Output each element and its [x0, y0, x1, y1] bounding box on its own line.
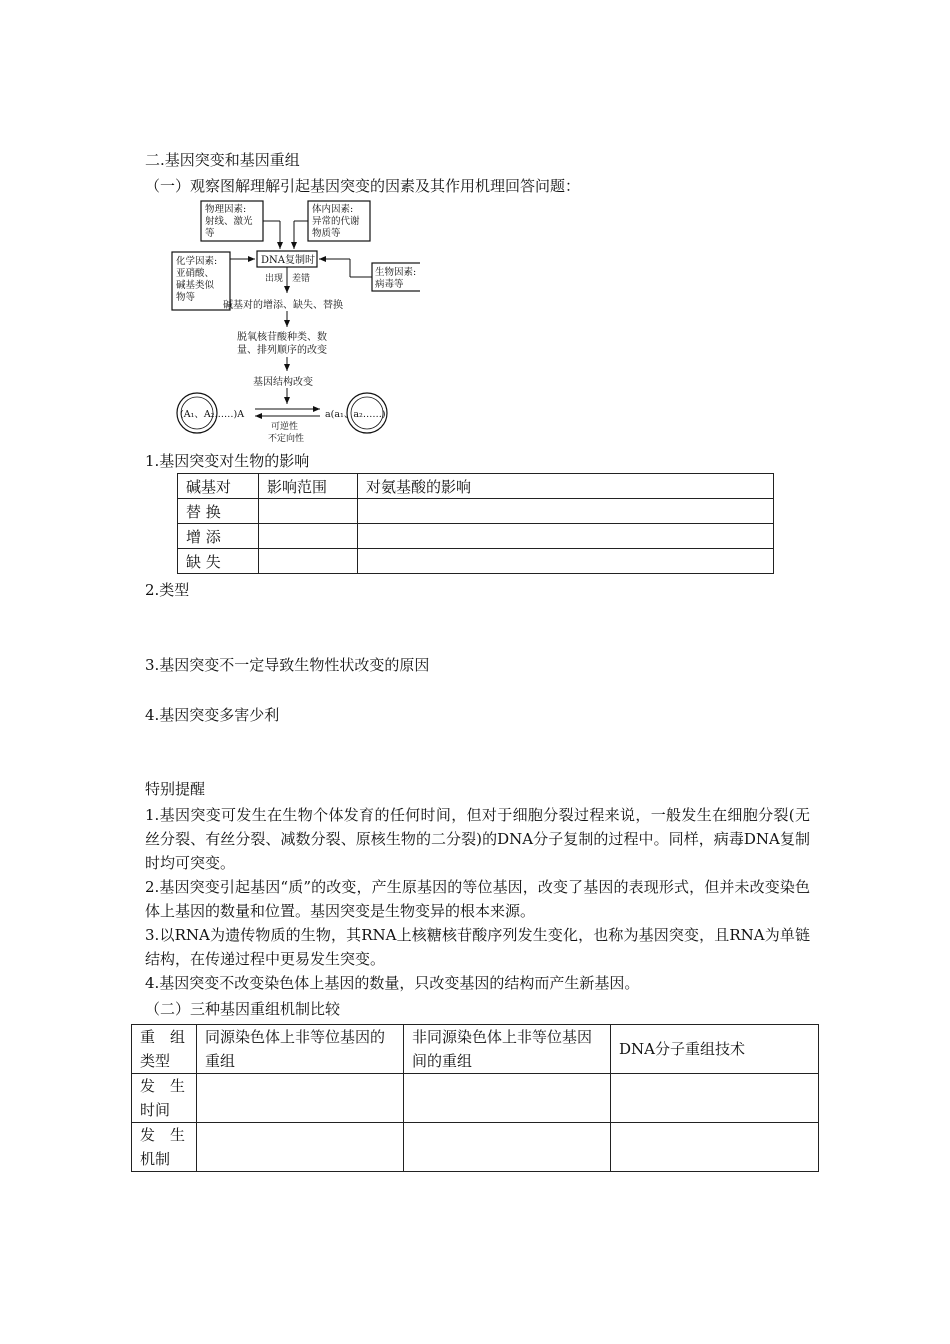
reminder-paragraph-4: 4.基因突变不改变染色体上基因的数量，只改变基因的结构而产生新基因。 [145, 974, 640, 992]
step-base-pair-change: 碱基对的增添、缺失、替换 [223, 300, 343, 311]
row-label-insertion: 增 添 [178, 524, 259, 549]
table-cell [358, 549, 774, 574]
table-cell [404, 1074, 611, 1123]
reminder-paragraph-2: 2.基因突变引起基因“质”的改变，产生原基因的等位基因，改变了基因的表现形式，但并未改变染色体上基因的数量和位置。基因突变是生物变异的根本来源。 [145, 878, 810, 920]
table-row [132, 1123, 819, 1172]
section-title: 二.基因突变和基因重组 [145, 151, 300, 169]
subsection-heading-2: （二）三种基因重组机制比较 [145, 1000, 341, 1018]
table-cell [259, 549, 358, 574]
table-row [132, 1074, 819, 1123]
chemical-factor-title: 化学因素: [176, 256, 218, 267]
header-recombination-type: 重 组类型 [132, 1025, 197, 1074]
dna-replication-label: DNA复制时 [261, 255, 315, 266]
header-homologous: 同源染色体上非等位基因的重组 [197, 1025, 404, 1074]
table-cell [404, 1123, 611, 1172]
biological-factor-title: 生物因素: [375, 267, 417, 278]
right-allele-label: a(a₁、a₂……) [325, 409, 386, 420]
step-nucleotide-change-1: 脱氧核苷酸种类、数 [237, 332, 327, 343]
biological-factor-box [372, 263, 420, 291]
row-label-occurrence-time: 发 生时间 [132, 1074, 197, 1123]
reminder-paragraph-3: 3.以RNA为遗传物质的生物，其RNA上核糖核苷酸序列发生变化，也称为基因突变，且RNA为单链结构，在传递过程中更易发生突变。 [145, 926, 810, 968]
table-row [178, 524, 774, 549]
recombination-comparison-table [131, 1024, 819, 1172]
table-row [178, 549, 774, 574]
non-directionality-label: 不定向性 [268, 434, 305, 444]
error-label: 差错 [292, 274, 311, 284]
chemical-factor-line2: 亚硝酸、 [176, 268, 215, 279]
row-label-deletion: 缺 失 [178, 549, 259, 574]
physical-factor-line2: 射线、激光 [205, 216, 253, 227]
internal-factor-line3: 物质等 [312, 228, 341, 239]
header-base-pair: 碱基对 [178, 474, 259, 499]
table-cell [358, 524, 774, 549]
header-scope: 影响范围 [259, 474, 358, 499]
chemical-factor-box [172, 252, 230, 310]
table-cell [197, 1123, 404, 1172]
header-non-homologous: 非同源染色体上非等位基因间的重组 [404, 1025, 611, 1074]
chemical-factor-line4: 物等 [176, 292, 196, 303]
table-cell [358, 499, 774, 524]
reversibility-label: 可逆性 [271, 422, 299, 432]
step-nucleotide-change-2: 量、排列顺序的改变 [237, 345, 327, 356]
item-3-heading: 3.基因突变不一定导致生物性状改变的原因 [145, 656, 430, 674]
step-gene-structure-change: 基因结构改变 [253, 377, 313, 388]
physical-factor-line3: 等 [205, 228, 215, 239]
table-cell [611, 1123, 819, 1172]
table-row [178, 499, 774, 524]
mutation-factors-diagram [170, 196, 420, 446]
subsection-heading-1: （一）观察图解理解引起基因突变的因素及其作用机理回答问题： [145, 177, 581, 195]
internal-factor-line2: 异常的代谢 [312, 216, 360, 227]
row-label-substitution: 替 换 [178, 499, 259, 524]
chemical-factor-line3: 碱基类似 [176, 280, 215, 291]
appear-label: 出现 [265, 274, 284, 284]
reminder-title: 特别提醒 [145, 780, 206, 798]
table-cell [259, 524, 358, 549]
header-amino-acid-effect: 对氨基酸的影响 [358, 474, 774, 499]
biological-factor-line2: 病毒等 [375, 279, 404, 290]
table-header-row [132, 1025, 819, 1074]
internal-factor-title: 体内因素: [312, 204, 354, 215]
item-2-heading: 2.类型 [145, 581, 190, 599]
physical-factor-box [201, 201, 263, 241]
internal-factor-box [308, 201, 370, 241]
physical-factor-title: 物理因素: [205, 204, 247, 215]
table-cell [259, 499, 358, 524]
item-4-heading: 4.基因突变多害少利 [145, 706, 280, 724]
row-label-mechanism: 发 生机制 [132, 1123, 197, 1172]
header-dna-recombination: DNA分子重组技术 [611, 1025, 819, 1074]
mutation-effect-table [177, 473, 774, 574]
table-cell [611, 1074, 819, 1123]
dna-replication-box [257, 251, 317, 267]
left-allele-label: (A₁、A₂……)A [180, 409, 245, 420]
table-cell [197, 1074, 404, 1123]
reminder-paragraph-1: 1.基因突变可发生在生物个体发育的任何时间，但对于细胞分裂过程来说，一般发生在细胞分裂(无丝分裂、有丝分裂、减数分裂、原核生物的二分裂)的DNA分子复制的过程中。同样，病毒DNA复制时均可突变。 [145, 806, 810, 872]
item-1-heading: 1.基因突变对生物的影响 [145, 452, 310, 470]
table-header-row [178, 474, 774, 499]
